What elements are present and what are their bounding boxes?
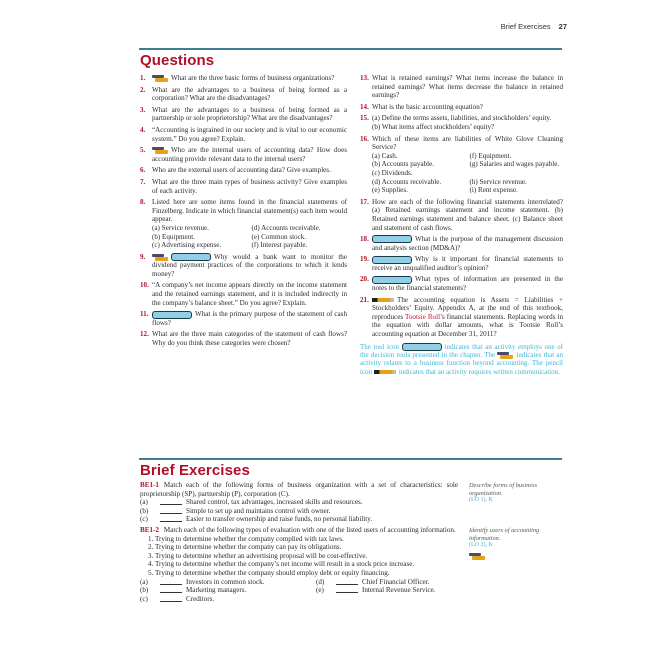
questions-right-column (360, 74, 563, 376)
question-item (360, 135, 563, 195)
question-options (372, 152, 563, 195)
question-item (140, 126, 347, 143)
question-text: What are the three basic forms of business organizations? (171, 74, 335, 82)
item-letter: (a) (140, 577, 148, 586)
question-number: 2. (140, 85, 146, 94)
question-number: 14. (360, 102, 369, 111)
decision-tool-icon (372, 235, 412, 243)
question-item (360, 114, 563, 131)
question-item (140, 106, 347, 123)
question-number: 13. (360, 74, 369, 82)
be1-1-sidenote (469, 482, 569, 505)
question-text: What types of information are presented in the notes to the financial statements? (372, 275, 563, 293)
question-text: “A company’s net income appears directly on the income statement and the retained earnings statement, and it is included indirectly in the company’s balance sheet.” Do you agree? Explain. (152, 281, 347, 307)
question-number: 20. (360, 275, 369, 284)
evaluation-item: 1. Trying to determine whether the company complied with tax laws. (148, 534, 344, 543)
question-number: 4. (140, 125, 146, 134)
question-text: Listed here are some items found in the financial statements of Finzelberg. Indicate in which financial statement(s) each item would appear. (152, 198, 347, 224)
question-text: What is retained earnings? What items increase the balance in retained earnings? What items decrease the balance in retained earnings? (372, 74, 563, 100)
question-number: 12. (140, 330, 149, 339)
question-number: 15. (360, 114, 369, 123)
questions-left-column (140, 74, 347, 351)
item-text: Chief Financial Officer. (362, 577, 430, 586)
answer-blank[interactable] (336, 586, 358, 593)
legend-text: indicates that an activity relates to a business function beyond accounting. The pencil icon (360, 351, 564, 376)
business-function-icon (152, 75, 168, 82)
question-item (140, 198, 347, 250)
question-text: What is the basic accounting equation? (372, 102, 483, 111)
legend-text: indicates that an activity requires written communication. (398, 367, 560, 376)
question-number: 1. (140, 74, 146, 82)
question-item (360, 255, 563, 272)
writing-pencil-icon (374, 370, 396, 374)
questions-title: Questions (140, 52, 215, 69)
option-item: (a) Cash. (372, 151, 398, 160)
be1-1-objective: Describe forms of business organization. (469, 482, 538, 497)
question-item (140, 146, 347, 163)
question-number: 5. (140, 146, 146, 155)
item-letter: (d) (316, 577, 325, 586)
question-text: ’s financial statements. Replacing words in the equation with dollar amounts, what is Tootsie Roll’s accounting equation at December 31, 2011? (372, 312, 564, 339)
match-item (140, 498, 458, 507)
be1-2-text: Match each of the following types of evaluation with one of the listed users of accounting information. (163, 526, 456, 534)
question-number: 19. (360, 255, 369, 264)
option-item: (f) Interest payable. (251, 241, 308, 250)
question-text: What is the primary purpose of the statement of cash flows? (152, 310, 347, 327)
question-item (140, 86, 347, 103)
be1-2 (140, 526, 458, 603)
section-rule-bottom (139, 458, 562, 460)
match-item (140, 507, 458, 516)
question-item (140, 310, 347, 327)
user-item (140, 578, 316, 587)
question-text: How are each of the following financial statements interrelated? (a) Retained earnings statement and income statement. (b) Retained earnings statement and balance sheet. (c) Balance sheet and statement of cash flows. (372, 197, 563, 232)
item-text: Simple to set up and maintains control with owner. (186, 506, 331, 515)
question-text: Why would a bank want to monitor the dividend payment practices of the corporations to which it lends money? (152, 252, 347, 278)
item-text: Internal Revenue Service. (362, 586, 436, 595)
legend-text: The tool icon (360, 342, 402, 351)
evaluation-item: 5. Trying to determine whether the company should employ debt or equity financing. (148, 568, 390, 577)
item-text: Shared control, tax advantages, increased skills and resources. (186, 498, 363, 507)
question-number: 3. (140, 105, 146, 114)
user-item (140, 595, 316, 604)
answer-blank[interactable] (160, 507, 182, 514)
question-item (140, 253, 347, 279)
user-item (140, 586, 316, 595)
question-number: 18. (360, 235, 369, 244)
item-text: Marketing managers. (186, 586, 247, 595)
question-item (360, 275, 563, 292)
question-number: 7. (140, 177, 146, 186)
be1-1-learning-objective[interactable]: (LO 1), K (469, 497, 493, 504)
answer-blank[interactable] (160, 595, 182, 602)
be1-1 (140, 481, 458, 524)
item-text: Easier to transfer ownership and raise funds, no personal liability. (186, 515, 373, 524)
answer-blank[interactable] (160, 498, 182, 505)
option-item: (f) Equipment. (469, 151, 512, 160)
evaluation-item: 3. Trying to determine whether an advertising proposal will be cost-effective. (148, 551, 368, 560)
be1-2-learning-objective[interactable]: (LO 2), K (469, 542, 493, 549)
option-item: (e) Supplies. (372, 186, 408, 195)
decision-tool-icon (171, 253, 211, 261)
question-number: 6. (140, 166, 146, 175)
question-item (360, 296, 563, 339)
be1-2-label: BE1-2 (140, 526, 159, 534)
evaluation-item: 4. Trying to determine whether the company’s net income will result in a stock price increase. (148, 560, 415, 569)
answer-blank[interactable] (336, 578, 358, 585)
item-letter: (c) (140, 515, 148, 524)
user-item (316, 578, 458, 587)
item-letter: (e) (316, 586, 324, 595)
question-text: What are the advantages to a business of being formed as a partnership or sole proprietorship? What are the disadvantages? (152, 105, 347, 123)
question-item (140, 166, 347, 175)
option-item (470, 169, 564, 178)
question-text: Who are the internal users of accounting data? How does accounting provide relevant data to the internal users? (152, 146, 347, 163)
item-letter: (b) (140, 586, 149, 595)
question-text: Who are the external users of accounting data? Give examples. (152, 166, 331, 175)
question-number: 9. (140, 252, 146, 261)
question-options (152, 224, 347, 250)
match-item (140, 515, 458, 524)
user-item (316, 586, 458, 595)
business-function-icon (469, 553, 485, 560)
question-subpart: (b) What items affect stockholders’ equity? (372, 122, 495, 131)
item-letter: (a) (140, 498, 148, 507)
business-function-icon (497, 352, 513, 359)
evaluation-item: 2. Trying to determine whether the company can pay its obligations. (148, 543, 342, 552)
legend-text: indicates that an activity employs one of the decision tools presented in the chapter. The (360, 342, 563, 360)
question-text: Which of these items are liabilities of White Glove Cleaning Service? (372, 134, 563, 152)
be1-2-sidenote (469, 527, 569, 560)
question-text: Why is it important for financial statements to receive an unqualified auditor’s opinion? (372, 255, 563, 272)
item-text: Investors in common stock. (186, 577, 265, 586)
option-item: (d) Accounts receivable. (372, 177, 442, 186)
question-text: What are the advantages to a business of being formed as a corporation? What are the disadvantages? (152, 85, 347, 103)
icon-legend-note (360, 343, 563, 377)
option-item: (c) Advertising expense. (152, 241, 222, 250)
option-item: (i) Rent expense. (469, 186, 518, 195)
option-item: (e) Common stock. (251, 232, 307, 241)
writing-pencil-icon (372, 298, 394, 302)
running-title: Brief Exercises (500, 22, 551, 31)
option-item: (c) Dividends. (372, 168, 413, 177)
decision-tool-icon (402, 343, 442, 351)
option-item: (b) Equipment. (152, 232, 195, 241)
answer-blank[interactable] (160, 586, 182, 593)
question-item (360, 235, 563, 252)
question-number: 16. (360, 134, 369, 143)
option-item: (d) Accounts receivable. (251, 223, 321, 232)
question-item (140, 74, 347, 83)
item-letter: (c) (140, 594, 148, 603)
question-text: What are the three main types of business activity? Give examples of each activity. (152, 177, 347, 195)
business-function-icon (152, 254, 168, 261)
option-item: (g) Salaries and wages payable. (469, 160, 560, 169)
question-item (140, 330, 347, 347)
question-text: What are the three main categories of the statement of cash flows? Why do you think these categories were chosen? (152, 330, 347, 348)
question-text: What is the purpose of the management discussion and analysis section (MD&A)? (372, 235, 563, 252)
question-text: (a) Define the terms assets, liabilities, and stockholders’ equity. (372, 114, 552, 123)
be1-2-objective: Identify users of accounting information. (469, 527, 540, 542)
option-item: (b) Accounts payable. (372, 160, 435, 169)
question-text: “Accounting is ingrained in our society and is vital to our economic system.” Do you agree? Explain. (152, 125, 347, 143)
answer-blank[interactable] (160, 578, 182, 585)
running-head (501, 22, 567, 31)
question-item (360, 74, 563, 100)
question-item (360, 198, 563, 232)
question-item (140, 281, 347, 307)
brief-exercises-title: Brief Exercises (140, 462, 250, 479)
decision-tool-icon (372, 276, 412, 284)
company-link[interactable]: Tootsie Roll (405, 312, 441, 321)
question-number: 11. (140, 310, 149, 319)
page-number: 27 (558, 22, 567, 31)
business-function-icon (152, 147, 168, 154)
question-item (360, 103, 563, 112)
question-number: 10. (140, 281, 149, 290)
question-item (140, 178, 347, 195)
answer-blank[interactable] (160, 515, 182, 522)
option-item: (a) Service revenue. (152, 223, 209, 232)
section-rule-top (139, 48, 562, 50)
question-text: The accounting equation is Assets = Liabilities + Stockholders’ Equity. Appendix A, at the end of this textbook, reproduces (372, 295, 563, 321)
item-letter: (b) (140, 506, 149, 515)
decision-tool-icon (152, 311, 192, 319)
question-number: 17. (360, 197, 369, 206)
be1-1-text: Match each of the following forms of business organization with a set of characteristics: sole proprietorship (SP), partnership (P), corporation (C). (140, 481, 458, 498)
question-number: 21. (360, 295, 369, 304)
decision-tool-icon (372, 256, 412, 264)
be1-1-label: BE1-1 (140, 481, 159, 489)
item-text: Creditors. (186, 594, 215, 603)
option-item: (h) Service revenue. (469, 177, 527, 186)
question-number: 8. (140, 198, 146, 207)
